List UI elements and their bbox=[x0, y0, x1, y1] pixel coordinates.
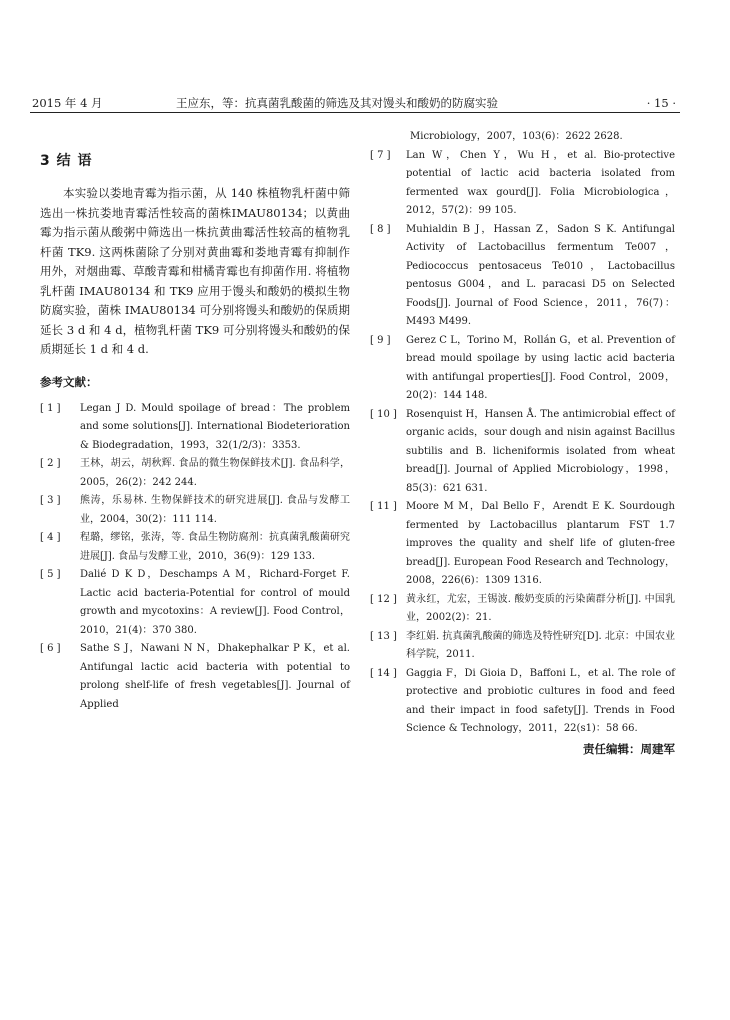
conclusion-paragraph: 本实验以娄地青霉为指示菌，从 140 株植物乳杆菌中筛选出一株抗娄地青霉活性较高的菌株IMAU80134；以黄曲霉为指示菌从酸粥中筛选出一株抗黄曲霉活性较高的植物乳杆菌 TK9. 这两株菌除了分别对黄曲霉和娄地青霉有抑制作用外，对烟曲霉、草酸青霉和柑橘青霉也有抑菌作用. 将植物乳杆菌 IMAU80134 和 TK9 应用于馒头和酸奶的模拟生物防腐实验，菌株 IMAU80134 可分别将馒头和酸奶的保质期延长 3 d 和 4 d，植物乳杆菌 TK9 可分别将馒头和酸奶的保质期延长 1 d 和 4 d. bbox=[40, 186, 350, 356]
reference-number: [ 3 ] bbox=[40, 495, 61, 506]
reference-text: 黄永红，尤宏，王锡波. 酸奶变质的污染菌群分析[J]. 中国乳业，2002(2)：21. bbox=[406, 593, 675, 623]
reference-number: [ 10 ] bbox=[370, 408, 397, 420]
reference-item bbox=[40, 455, 350, 492]
reference-text: 王林，胡云，胡秋辉. 食品的微生物保鲜技术[J]. 食品科学，2005，26(2)：242 244. bbox=[80, 458, 350, 488]
references-heading: 参考文献： bbox=[40, 374, 98, 389]
reference-item bbox=[370, 665, 675, 739]
reference-text: Rosenquist H，Hansen Å. The antimicrobial effect of organic acids，sour dough and nisin against Bacillus subtilis and B. licheniformis isolated from wheat bread[J]. Journal of Applied Microbiology，1998，85(3)：621 631. bbox=[406, 408, 675, 494]
reference-item bbox=[40, 566, 350, 640]
reference-number: [ 2 ] bbox=[40, 458, 61, 469]
page-number: · 15 · bbox=[646, 96, 676, 110]
reference-text: Gaggia F，Di Gioia D，Baffoni L，et al. The role of protective and probiotic cultures in food and feed and their impact in food safety[J]. Trends in Food Science & Technology，2011，22(s1)：58 66. bbox=[406, 667, 675, 734]
reference-number: [ 5 ] bbox=[40, 569, 61, 580]
reference-number: [ 4 ] bbox=[40, 532, 61, 543]
reference-item bbox=[370, 628, 675, 665]
reference-number: [ 8 ] bbox=[370, 223, 391, 235]
reference-item bbox=[370, 221, 675, 332]
reference-text: Sathe S J，Nawani N N，Dhakephalkar P K，et al. Antifungal lactic acid bacteria with potential to prolong shelf-life of fresh vegetables[J]. Journal of Applied bbox=[80, 643, 350, 710]
reference-number: [ 1 ] bbox=[40, 402, 61, 414]
reference-text: 熊涛，乐易林. 生物保鲜技术的研究进展[J]. 食品与发酵工业，2004，30(2)：111 114. bbox=[80, 495, 350, 525]
reference-list-right bbox=[370, 147, 675, 739]
responsible-editor: 责任编辑：周建军 bbox=[583, 741, 675, 756]
reference-list-left bbox=[40, 400, 350, 715]
reference-number: [ 12 ] bbox=[370, 593, 397, 605]
reference-text: Dalié D K D，Deschamps A M，Richard-Forget F. Lactic acid bacteria-Potential for control of mould growth and mycotoxins：A review[J]. Food Control，2010，21(4)：370 380. bbox=[80, 569, 350, 636]
reference-item bbox=[370, 406, 675, 499]
reference-text: Moore M M，Dal Bello F，Arendt E K. Sourdough fermented by Lactobacillus plantarum FST 1.7 improves the quality and shelf life of gluten-free bread[J]. European Food Research and Technology，2008，226(6)：1309 1316. bbox=[406, 501, 675, 586]
reference-item bbox=[40, 400, 350, 456]
reference-number: [ 9 ] bbox=[370, 334, 391, 346]
reference-text: Gerez C L，Torino M，Rollán G，et al. Prevention of bread mould spoilage by using lactic acid bacteria with antifungal properties[J]. Food Control，2009，20(2)：144 148. bbox=[406, 334, 675, 401]
reference-text: Lan W，Chen Y，Wu H，et al. Bio-protective potential of lactic acid bacteria isolated from fermented wax gourd[J]. Folia Microbiologica，2012，57(2)：99 105. bbox=[406, 149, 675, 216]
reference-item bbox=[370, 147, 675, 221]
reference-text: 李红娟. 抗真菌乳酸菌的筛选及特性研究[D]. 北京：中国农业科学院，2011. bbox=[406, 630, 675, 660]
reference-item bbox=[40, 529, 350, 566]
reference-number: [ 6 ] bbox=[40, 643, 61, 654]
reference-item bbox=[40, 640, 350, 714]
section-title: 3 结 语 bbox=[40, 153, 93, 169]
reference-item bbox=[370, 332, 675, 406]
running-title: 王应东，等：抗真菌乳酸菌的筛选及其对馒头和酸奶的防腐实验 bbox=[176, 96, 498, 110]
reference-number: [ 14 ] bbox=[370, 667, 397, 679]
reference-number: [ 13 ] bbox=[370, 630, 397, 642]
issue-date: 2015 年 4 月 bbox=[32, 96, 103, 110]
left-column bbox=[40, 128, 350, 714]
running-header bbox=[30, 94, 680, 113]
reference-text: 程璐，缪铭，张涛，等. 食品生物防腐剂：抗真菌乳酸菌研究进展[J]. 食品与发酵工业，2010，36(9)：129 133. bbox=[80, 532, 350, 562]
reference-item bbox=[40, 492, 350, 529]
reference-text: Muhialdin B J，Hassan Z，Sadon S K. Antifungal Activity of Lactobacillus fermentum Te007，Pediococcus pentosaceus Te010，Lactobacillus pentosus G004，and L. paracasi D5 on Selected Foods[J]. Journal of Food Science，2011，76(7)：M493 M499. bbox=[406, 223, 675, 327]
reference-number: [ 11 ] bbox=[370, 501, 397, 512]
reference-item bbox=[370, 498, 675, 591]
reference-continuation: Microbiology，2007，103(6)：2622 2628. bbox=[410, 131, 623, 142]
reference-item bbox=[370, 591, 675, 628]
reference-number: [ 7 ] bbox=[370, 149, 391, 161]
reference-text: Legan J D. Mould spoilage of bread：The problem and some solutions[J]. International Biodeterioration & Biodegradation，1993，32(1/2/3)：3353. bbox=[80, 402, 350, 451]
right-column bbox=[370, 128, 675, 757]
